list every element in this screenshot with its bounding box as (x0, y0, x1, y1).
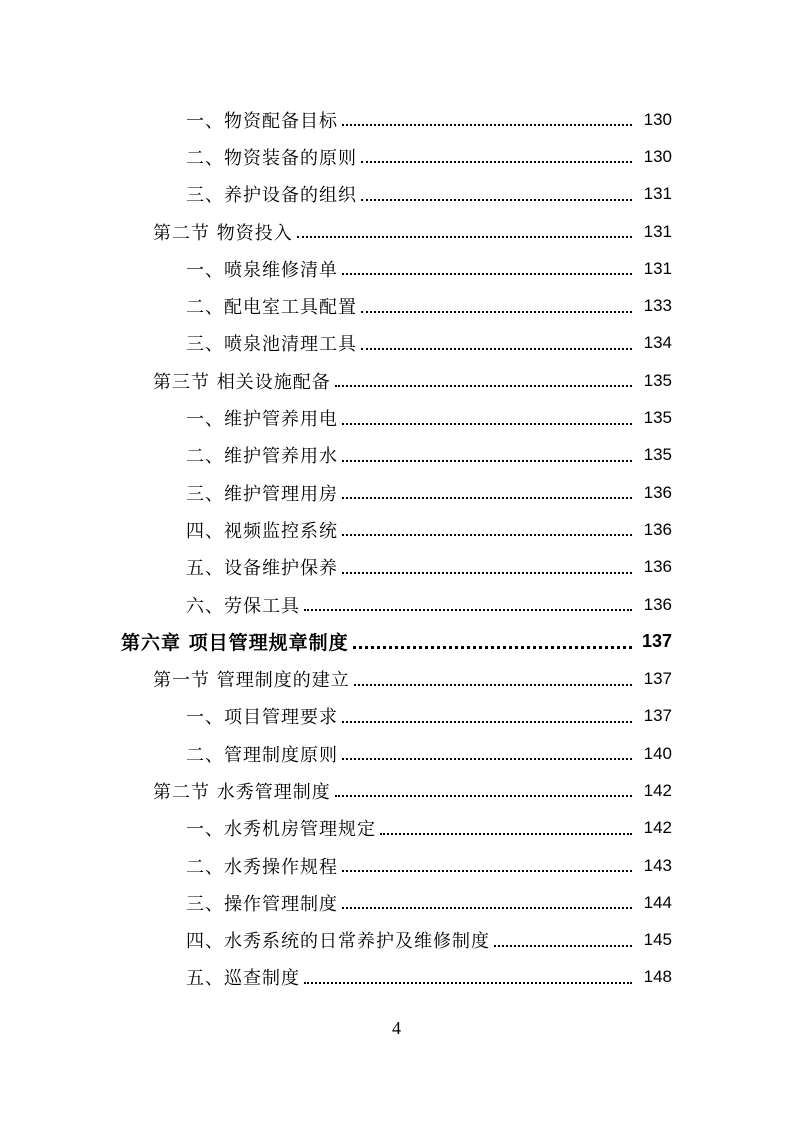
toc-entry-page: 137 (641, 631, 672, 652)
toc-entry-label: 二、管理制度原则 (186, 744, 338, 766)
toc-entry[interactable] (0, 959, 793, 996)
toc-entry-page: 144 (643, 892, 672, 912)
toc-entry-label: 二、水秀操作规程 (186, 856, 338, 878)
toc-entry-page: 137 (643, 706, 672, 726)
toc-leader-dots (335, 794, 632, 797)
toc-leader-dots (342, 720, 632, 723)
toc-entry-label: 第二节 物资投入 (153, 222, 293, 244)
toc-entry-label: 第六章 项目管理规章制度 (121, 632, 349, 655)
toc-entry-page: 136 (643, 482, 672, 502)
toc-leader-dots (335, 384, 632, 387)
toc-entry-page: 131 (643, 184, 672, 204)
toc-leader-dots (361, 310, 632, 313)
toc-leader-dots (342, 869, 632, 872)
table-of-contents (0, 101, 793, 996)
toc-entry-page: 142 (643, 780, 672, 800)
toc-entry-page: 131 (643, 258, 672, 278)
toc-entry[interactable] (0, 138, 793, 175)
toc-leader-dots (380, 832, 632, 835)
toc-entry[interactable] (0, 623, 793, 660)
toc-entry-label: 一、水秀机房管理规定 (186, 819, 376, 841)
toc-entry-page: 130 (643, 109, 672, 129)
toc-entry[interactable] (0, 922, 793, 959)
toc-entry-page: 135 (643, 370, 672, 390)
toc-leader-dots (342, 906, 632, 909)
toc-entry[interactable] (0, 362, 793, 399)
toc-entry-page: 136 (643, 557, 672, 577)
toc-entry[interactable] (0, 325, 793, 362)
toc-entry-label: 四、视频监控系统 (186, 520, 338, 542)
toc-entry-page: 130 (643, 146, 672, 166)
toc-leader-dots (342, 533, 632, 536)
toc-entry[interactable] (0, 884, 793, 921)
toc-leader-dots (342, 496, 632, 499)
toc-entry[interactable] (0, 660, 793, 697)
toc-entry[interactable] (0, 847, 793, 884)
toc-entry-label: 三、喷泉池清理工具 (186, 334, 357, 356)
toc-leader-dots (361, 160, 632, 163)
toc-entry[interactable] (0, 735, 793, 772)
toc-leader-dots (304, 981, 632, 984)
toc-entry-page: 134 (643, 333, 672, 353)
toc-entry-page: 135 (643, 408, 672, 428)
toc-entry[interactable] (0, 437, 793, 474)
toc-leader-dots (304, 608, 632, 611)
toc-entry[interactable] (0, 772, 793, 809)
toc-entry-label: 一、项目管理要求 (186, 707, 338, 729)
toc-entry[interactable] (0, 474, 793, 511)
toc-entry-label: 五、设备维护保养 (186, 558, 338, 580)
toc-entry-page: 137 (643, 669, 672, 689)
toc-entry[interactable] (0, 698, 793, 735)
toc-leader-dots (297, 235, 632, 238)
toc-entry-page: 135 (643, 445, 672, 465)
toc-entry-label: 第三节 相关设施配备 (153, 371, 331, 393)
toc-entry-label: 一、维护管养用电 (186, 409, 338, 431)
toc-leader-dots (361, 347, 632, 350)
toc-leader-dots (342, 272, 632, 275)
toc-leader-dots (494, 944, 632, 947)
toc-entry-label: 三、维护管理用房 (186, 483, 338, 505)
toc-entry-page: 133 (643, 296, 672, 316)
toc-entry-label: 三、操作管理制度 (186, 893, 338, 915)
toc-entry[interactable] (0, 176, 793, 213)
toc-entry-page: 136 (643, 594, 672, 614)
toc-entry[interactable] (0, 549, 793, 586)
toc-entry-label: 一、喷泉维修清单 (186, 259, 338, 281)
toc-leader-dots (342, 422, 632, 425)
toc-entry-page: 140 (643, 743, 672, 763)
toc-entry-label: 一、物资配备目标 (186, 110, 338, 132)
toc-entry[interactable] (0, 213, 793, 250)
page-number: 4 (392, 1018, 401, 1038)
toc-entry[interactable] (0, 101, 793, 138)
toc-entry-label: 四、水秀系统的日常养护及维修制度 (186, 931, 490, 953)
toc-leader-dots (353, 645, 632, 649)
toc-entry-page: 148 (643, 967, 672, 987)
toc-leader-dots (342, 459, 632, 462)
toc-entry-page: 131 (643, 221, 672, 241)
toc-leader-dots (361, 198, 632, 201)
toc-entry-page: 136 (643, 519, 672, 539)
toc-leader-dots (342, 571, 632, 574)
toc-entry[interactable] (0, 399, 793, 436)
toc-entry-label: 五、巡查制度 (186, 968, 300, 990)
toc-entry[interactable] (0, 810, 793, 847)
toc-entry[interactable] (0, 287, 793, 324)
toc-entry-page: 145 (643, 930, 672, 950)
toc-entry-label: 二、维护管养用水 (186, 446, 338, 468)
toc-entry-label: 第二节 水秀管理制度 (153, 781, 331, 803)
toc-entry-label: 二、配电室工具配置 (186, 297, 357, 319)
toc-entry-label: 二、物资装备的原则 (186, 147, 357, 169)
toc-entry-page: 143 (643, 855, 672, 875)
toc-entry-label: 第一节 管理制度的建立 (153, 670, 350, 692)
toc-entry[interactable] (0, 586, 793, 623)
toc-entry[interactable] (0, 511, 793, 548)
toc-entry[interactable] (0, 250, 793, 287)
toc-entry-label: 六、劳保工具 (186, 595, 300, 617)
toc-leader-dots (342, 123, 632, 126)
toc-entry-page: 142 (643, 818, 672, 838)
toc-leader-dots (342, 757, 632, 760)
toc-entry-label: 三、养护设备的组织 (186, 185, 357, 207)
toc-leader-dots (354, 683, 632, 686)
